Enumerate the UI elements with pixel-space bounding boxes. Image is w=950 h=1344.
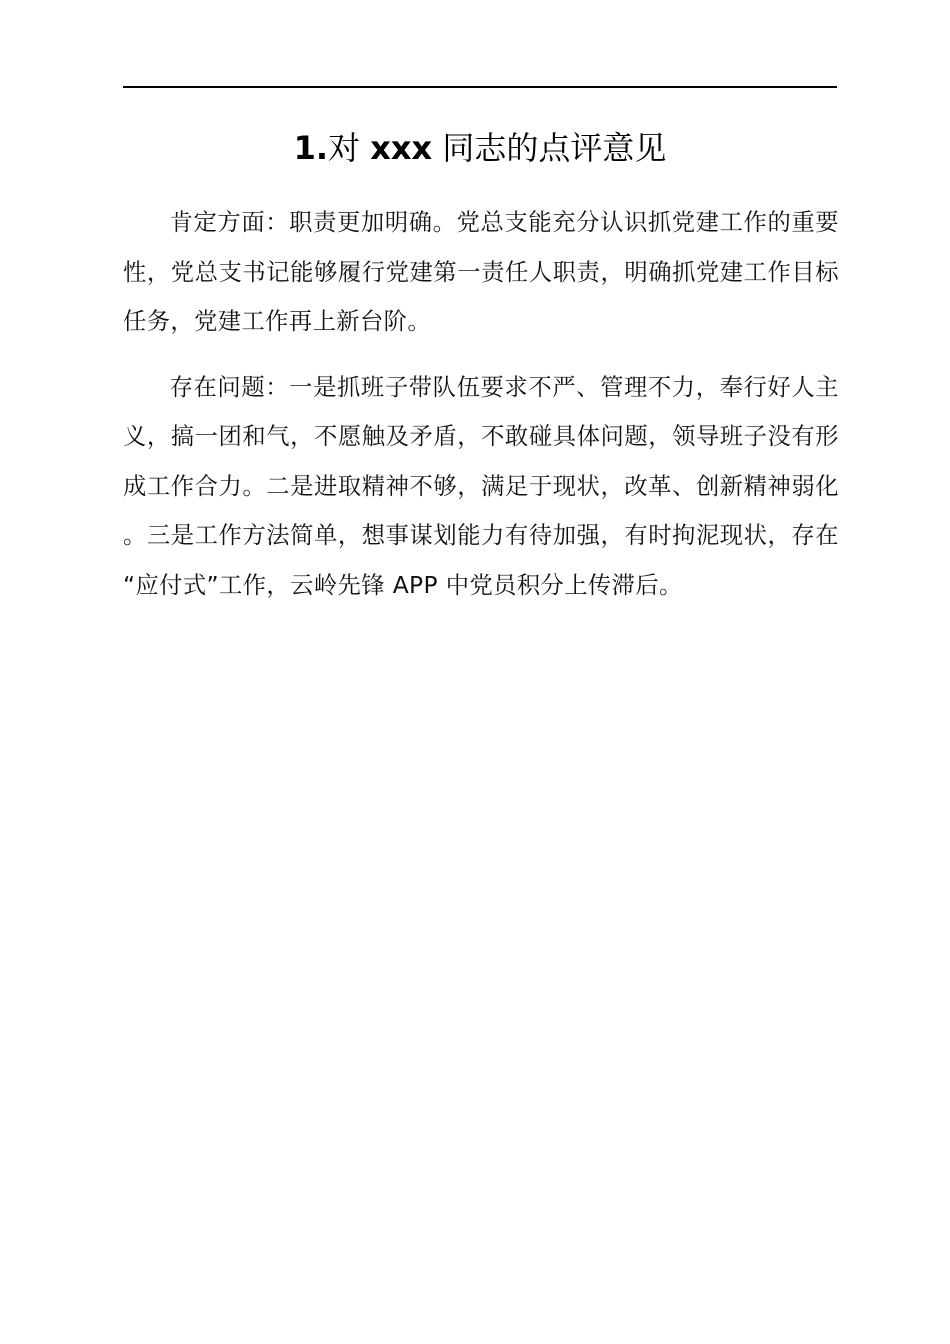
paragraph-problems: 存在问题：一是抓班子带队伍要求不严、管理不力，奉行好人主义，搞一团和气，不愿触及矛盾，不敢碰具体问题，领导班子没有形成工作合力。二是进取精神不够，满足于现状，改革、创新精神弱化。三是工作方法简单，想事谋划能力有待加强，有时拘泥现状，存在“应付式”工作，云岭先锋 APP 中党员积分上传滞后。 [123, 373, 839, 599]
document-title [123, 122, 837, 174]
title-name: xxx [370, 129, 433, 167]
title-suffix: 同志的点评意见 [432, 129, 667, 167]
header-rule [123, 86, 837, 88]
paragraph-strengths: 肯定方面：职责更加明确。党总支能充分认识抓党建工作的重要性，党总支书记能够履行党建第一责任人职责，明确抓党建工作目标任务，党建工作再上新台阶。 [123, 209, 839, 335]
title-number: 1. [293, 129, 329, 167]
document-body [123, 198, 839, 610]
title-prefix: 对 [328, 129, 371, 167]
